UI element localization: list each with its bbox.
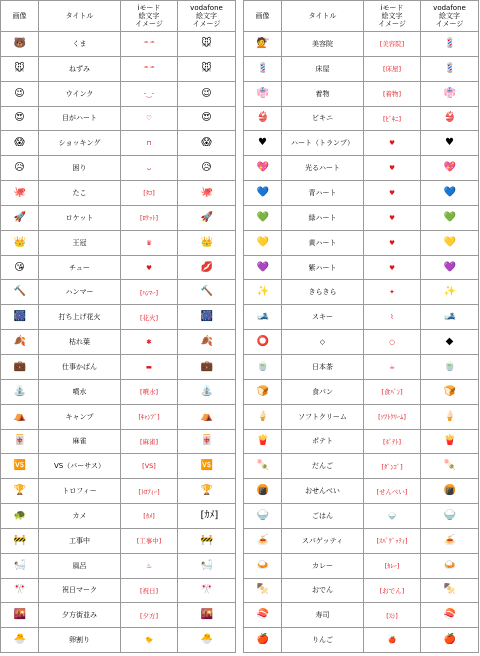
vodafone-emoji-image: ✨: [443, 286, 456, 298]
table-row: [244, 32, 479, 57]
vodafone-emoji-image: 🀄: [200, 435, 213, 447]
emoji-image-icon: 🔨: [13, 286, 26, 298]
table-row: [244, 553, 479, 578]
imode-emoji-image: [床屋]: [382, 65, 402, 74]
emoji-title: 枯れ葉: [69, 338, 90, 347]
table-row: [244, 230, 479, 255]
imode-emoji-image: ᄌᄌ: [142, 40, 156, 49]
emoji-image-icon: 🍛: [256, 559, 269, 571]
imode-emoji-image: [食ﾊﾟﾝ]: [381, 388, 403, 397]
table-row: [244, 479, 479, 504]
imode-emoji-image: [せんべい]: [376, 487, 408, 496]
vodafone-emoji-image: 😉: [201, 87, 212, 99]
vodafone-emoji-image: 🍢: [443, 584, 456, 596]
emoji-image-icon: 🌇: [13, 609, 26, 621]
vodafone-emoji-image: 🍦: [443, 410, 456, 422]
table-body-left: [1, 32, 236, 653]
emoji-image-icon: 🐻: [13, 37, 26, 49]
emoji-title: 祝日マーク: [62, 586, 97, 595]
table-row: [244, 280, 479, 305]
vodafone-emoji-image: 🍂: [200, 336, 213, 348]
vodafone-emoji-image: 🍛: [443, 559, 456, 571]
imode-emoji-image: ✦: [389, 288, 395, 297]
emoji-title: トロフィー: [62, 487, 97, 496]
emoji-image-icon: 🏆: [13, 485, 26, 497]
emoji-image-icon: 🐙: [13, 186, 26, 198]
imode-emoji-image: [ﾄﾛﾌｨｰ]: [138, 487, 160, 496]
table-row: [1, 354, 236, 379]
table-row: [244, 131, 479, 156]
table-row: [1, 553, 236, 578]
vodafone-emoji-image: ◆: [445, 336, 454, 348]
imode-emoji-image: ✱: [146, 338, 152, 347]
emoji-image-icon: 🍦: [256, 410, 269, 422]
table-row: [1, 305, 236, 330]
table-row: [244, 81, 479, 106]
header-vodafone: vodafone 絵文字 イメージ: [178, 1, 236, 32]
imode-emoji-image: [ﾋﾞｷﾆ]: [382, 114, 402, 123]
vodafone-emoji-image: 🎿: [443, 311, 456, 323]
emoji-title: たこ: [72, 188, 87, 197]
emoji-image-icon: 👙: [256, 112, 269, 124]
imode-emoji-image: 🍚: [387, 511, 397, 520]
emoji-image-icon: 👑: [13, 236, 26, 248]
emoji-title: きらきら: [308, 288, 337, 297]
emoji-title: 夕方街並み: [62, 611, 97, 620]
emoji-image-icon: 🍂: [13, 336, 26, 348]
vodafone-emoji-image: ♥: [445, 137, 454, 149]
emoji-title: チュー: [69, 263, 90, 272]
table-row: [244, 404, 479, 429]
table-row: [1, 230, 236, 255]
emoji-title: 着物: [315, 89, 330, 98]
vodafone-emoji-image: 💼: [200, 360, 213, 372]
emoji-title: 麻雀: [72, 437, 87, 446]
emoji-image-icon: ♥: [258, 137, 267, 149]
table-row: [1, 32, 236, 57]
imode-emoji-image: [おでん]: [379, 586, 405, 595]
vodafone-emoji-image: 💖: [443, 162, 456, 174]
emoji-title: カレー: [312, 561, 333, 570]
table-row: [244, 429, 479, 454]
imode-emoji-image: ♛: [146, 238, 152, 247]
emoji-image-icon: 🎿: [256, 311, 269, 323]
emoji-image-icon: 🍎: [256, 634, 269, 646]
imode-emoji-image: ♥: [389, 238, 395, 247]
emoji-image-icon: 🚀: [13, 211, 26, 223]
imode-emoji-image: [VS]: [142, 462, 156, 471]
vodafone-emoji-image: 💚: [443, 211, 456, 223]
emoji-image-icon: 😍: [14, 112, 25, 124]
imode-emoji-image: ☕: [389, 362, 395, 371]
emoji-title: 緑ハート: [308, 213, 337, 222]
table-row: [244, 628, 479, 653]
emoji-title: おでん: [312, 586, 333, 595]
emoji-title: 仕事かばん: [62, 362, 97, 371]
emoji-title: VS（バーサス）: [54, 462, 105, 471]
imode-emoji-image: ♥: [389, 139, 395, 148]
imode-emoji-image: ⌇: [390, 313, 394, 322]
imode-emoji-image: ♥: [146, 263, 152, 272]
emoji-image-icon: 🍢: [256, 584, 269, 596]
table-row: [244, 205, 479, 230]
vodafone-emoji-image: 🍞: [443, 385, 456, 397]
imode-emoji-image: [ｶﾒ]: [143, 512, 155, 521]
emoji-title: おせんべい: [305, 487, 340, 496]
imode-emoji-image: [噴水]: [139, 388, 159, 397]
imode-emoji-image: ᴗ: [147, 164, 151, 173]
imode-emoji-image: [ｽﾊﾟｹﾞｯﾃｨ]: [376, 537, 408, 546]
imode-emoji-image: [工事中]: [136, 537, 162, 546]
emoji-title: 日本茶: [312, 362, 333, 371]
table-row: [1, 578, 236, 603]
emoji-title: 王冠: [72, 238, 87, 247]
emoji-title: 美容院: [312, 39, 333, 48]
emoji-image-icon: 🐭: [14, 62, 25, 74]
vodafone-emoji-image: 🎌: [200, 584, 213, 596]
imode-emoji-image: ⊓: [146, 139, 152, 148]
emoji-title: 打ち上げ花火: [58, 313, 101, 322]
imode-emoji-image: [祝日]: [139, 586, 159, 595]
vodafone-emoji-image: 🍎: [443, 634, 456, 646]
header-imode: iモード 絵文字 イメージ: [121, 1, 178, 32]
table-row: [244, 255, 479, 280]
table-row: [1, 181, 236, 206]
table-row: [1, 504, 236, 529]
emoji-title: ねずみ: [69, 64, 90, 73]
emoji-image-icon: 💙: [256, 186, 269, 198]
imode-emoji-image: ▬: [145, 362, 153, 371]
emoji-image-icon: 🀄: [13, 435, 26, 447]
table-row: [1, 528, 236, 553]
vodafone-emoji-image: 👘: [443, 87, 456, 99]
vodafone-emoji-image: 💛: [443, 236, 456, 248]
table-row: [244, 379, 479, 404]
table-row: [1, 454, 236, 479]
table-row: [1, 404, 236, 429]
imode-emoji-image: [ﾀｺ]: [143, 189, 155, 198]
emoji-image-icon: 🆚: [13, 460, 26, 472]
emoji-title: 目がハート: [62, 114, 97, 123]
vodafone-emoji-image: 🐭: [201, 62, 212, 74]
table-row: [244, 578, 479, 603]
table-row: [244, 56, 479, 81]
vodafone-emoji-image: ⛲: [200, 385, 213, 397]
emoji-image-icon: 💼: [13, 360, 26, 372]
vodafone-emoji-image: 🌇: [200, 609, 213, 621]
emoji-title: 風呂: [72, 561, 87, 570]
vodafone-emoji-image: 💜: [443, 261, 456, 273]
vodafone-emoji-image: [ｶﾒ]: [200, 509, 219, 521]
emoji-image-icon: 💖: [256, 162, 269, 174]
imode-emoji-image: [花火]: [139, 313, 159, 322]
emoji-title: ◇: [319, 338, 326, 347]
table-row: [244, 106, 479, 131]
imode-emoji-image: [ｽｼ]: [386, 611, 398, 620]
vodafone-emoji-image: 🛀: [200, 559, 213, 571]
imode-emoji-image: ♥: [389, 164, 395, 173]
vodafone-emoji-image: 🍝: [443, 534, 456, 546]
vodafone-emoji-image: 💋: [200, 261, 213, 273]
imode-emoji-image: 🐤: [144, 636, 154, 645]
emoji-title: くま: [72, 39, 87, 48]
emoji-title: 食パン: [312, 387, 333, 396]
emoji-title: 工事中: [69, 536, 90, 545]
imode-emoji-image: ᵕ‿ᵕ: [143, 89, 155, 98]
imode-emoji-image: [ｷｬﾝﾌﾟ]: [138, 413, 160, 422]
header-row: [1, 1, 236, 32]
table-body-right: [244, 32, 479, 653]
vodafone-emoji-image: 🍟: [443, 435, 456, 447]
vodafone-emoji-image: 😥: [201, 162, 212, 174]
vodafone-emoji-image: 💙: [443, 186, 456, 198]
table-row: [1, 379, 236, 404]
emoji-image-icon: 🎌: [13, 584, 26, 596]
vodafone-emoji-image: 🐣: [200, 634, 213, 646]
emoji-image-icon: 💇: [256, 37, 269, 49]
table-row: [244, 454, 479, 479]
table-row: [244, 330, 479, 355]
emoji-title: ポテト: [312, 437, 333, 446]
header-row: [244, 1, 479, 32]
emoji-image-icon: 💈: [256, 62, 269, 74]
table-row: [1, 479, 236, 504]
emoji-title: ロケット: [65, 213, 94, 222]
vodafone-emoji-image: 🍵: [443, 360, 456, 372]
emoji-image-icon: 🐢: [13, 509, 26, 521]
emoji-image-icon: 🍝: [256, 534, 269, 546]
emoji-title: カメ: [72, 511, 87, 520]
table-row: [1, 603, 236, 628]
emoji-image-icon: ⛺: [13, 410, 26, 422]
table-row: [1, 205, 236, 230]
vodafone-emoji-image: 🍚: [443, 509, 456, 521]
emoji-title: 黄ハート: [308, 238, 337, 247]
emoji-title: 卵割り: [69, 636, 90, 645]
vodafone-emoji-image: 😱: [201, 137, 212, 149]
table-row: [1, 106, 236, 131]
imode-emoji-image: [着物]: [382, 90, 402, 99]
emoji-table-left: [0, 0, 236, 653]
emoji-image-icon: 😘: [14, 261, 25, 273]
emoji-title: ソフトクリーム: [298, 412, 347, 421]
vodafone-emoji-image: 🐭: [201, 37, 212, 49]
emoji-image-icon: ⛲: [13, 385, 26, 397]
table-row: [244, 603, 479, 628]
emoji-image-icon: 💚: [256, 211, 269, 223]
emoji-title: ショッキング: [58, 139, 101, 148]
imode-emoji-image: [美容院]: [379, 40, 405, 49]
emoji-title: キャンプ: [65, 412, 94, 421]
emoji-image-icon: 💜: [256, 261, 269, 273]
emoji-image-icon: 😥: [14, 162, 25, 174]
vodafone-emoji-image: 🍣: [443, 609, 456, 621]
table-row: [244, 528, 479, 553]
emoji-image-icon: 🐣: [13, 634, 26, 646]
imode-emoji-image: ○: [389, 338, 395, 347]
emoji-image-icon: ✨: [256, 286, 269, 298]
emoji-image-icon: 🛀: [13, 559, 26, 571]
emoji-title: ウインク: [65, 89, 94, 98]
table-row: [244, 156, 479, 181]
header-image: 画像: [244, 1, 282, 32]
emoji-title: ごはん: [312, 511, 333, 520]
imode-emoji-image: [ﾊﾝﾏｰ]: [139, 288, 159, 297]
emoji-title: 青ハート: [308, 188, 337, 197]
header-image: 画像: [1, 1, 39, 32]
emoji-title: 紫ハート: [308, 263, 337, 272]
emoji-title: 噴水: [72, 387, 87, 396]
table-row: [244, 305, 479, 330]
vodafone-emoji-image: 🐙: [200, 186, 213, 198]
table-row: [244, 354, 479, 379]
imode-emoji-image: ♥: [389, 263, 395, 272]
emoji-image-icon: 🎆: [13, 311, 26, 323]
vodafone-emoji-image: 🆚: [200, 460, 213, 472]
table-row: [1, 81, 236, 106]
imode-emoji-image: [ｶﾚｰ]: [384, 562, 400, 571]
table-row: [1, 429, 236, 454]
emoji-image-icon: 🚧: [13, 534, 26, 546]
emoji-title: だんご: [312, 462, 333, 471]
table-row: [1, 628, 236, 653]
imode-emoji-image: [ﾀﾞﾝｺﾞ]: [381, 462, 403, 471]
imode-emoji-image: [ｿﾌﾄｸﾘｰﾑ]: [378, 413, 406, 422]
emoji-title: スキー: [312, 313, 333, 322]
vodafone-emoji-image: 🎆: [200, 311, 213, 323]
vodafone-emoji-image: 😍: [201, 112, 212, 124]
emoji-image-icon: 🍣: [256, 609, 269, 621]
emoji-title: ハート（トランプ）: [290, 139, 355, 148]
imode-emoji-image: 🍎: [387, 636, 397, 645]
emoji-table-right: [243, 0, 479, 653]
emoji-image-icon: 🍡: [256, 460, 269, 472]
imode-emoji-image: [夕方]: [139, 611, 159, 620]
emoji-image-icon: 🍚: [256, 509, 269, 521]
emoji-image-icon: 😱: [14, 137, 25, 149]
imode-emoji-image: ♥: [389, 188, 395, 197]
emoji-image-icon: 👘: [256, 87, 269, 99]
emoji-image-icon: 🍵: [256, 360, 269, 372]
emoji-image-icon: 😉: [14, 87, 25, 99]
vodafone-emoji-image: 🚀: [200, 211, 213, 223]
emoji-image-icon: 💛: [256, 236, 269, 248]
table-row: [1, 255, 236, 280]
table-row: [1, 156, 236, 181]
vodafone-emoji-image: 💈: [443, 62, 456, 74]
imode-emoji-image: ♨: [146, 561, 152, 570]
header-title: タイトル: [282, 1, 364, 32]
emoji-title: ビキニ: [312, 114, 333, 123]
emoji-title: りんご: [312, 636, 333, 645]
table-row: [1, 56, 236, 81]
vodafone-emoji-image: 🚧: [200, 534, 213, 546]
vodafone-emoji-image: 💈: [443, 37, 456, 49]
emoji-title: ハンマー: [65, 288, 94, 297]
emoji-title: 床屋: [315, 64, 330, 73]
emoji-title: スパゲッティ: [301, 536, 344, 545]
vodafone-emoji-image: 👑: [200, 236, 213, 248]
imode-emoji-image: ♥: [389, 213, 395, 222]
emoji-title: 寿司: [315, 611, 330, 620]
vodafone-emoji-image: 🔨: [200, 286, 213, 298]
table-row: [1, 131, 236, 156]
header-title: タイトル: [39, 1, 121, 32]
imode-emoji-image: ♡: [146, 114, 152, 123]
emoji-title: 光るハート: [305, 164, 340, 173]
imode-emoji-image: [ﾎﾟﾃﾄ]: [382, 437, 402, 446]
table-row: [1, 280, 236, 305]
imode-emoji-image: ᄌᄌ: [142, 65, 156, 74]
emoji-image-icon: 🍟: [256, 435, 269, 447]
imode-emoji-image: [麻雀]: [139, 437, 159, 446]
emoji-title: 困り: [72, 164, 87, 173]
vodafone-emoji-image: 🏆: [200, 485, 213, 497]
vodafone-emoji-image: 👙: [443, 112, 456, 124]
header-imode: iモード 絵文字 イメージ: [364, 1, 421, 32]
header-vodafone: vodafone 絵文字 イメージ: [421, 1, 479, 32]
table-row: [244, 504, 479, 529]
vodafone-emoji-image: 🍘: [443, 485, 456, 497]
emoji-image-icon: 🍞: [256, 385, 269, 397]
table-row: [244, 181, 479, 206]
emoji-image-icon: ⭕: [256, 336, 269, 348]
imode-emoji-image: [ﾛｹｯﾄ]: [139, 214, 159, 223]
vodafone-emoji-image: 🍡: [443, 460, 456, 472]
emoji-image-icon: 🍘: [256, 485, 269, 497]
vodafone-emoji-image: ⛺: [200, 410, 213, 422]
table-row: [1, 330, 236, 355]
